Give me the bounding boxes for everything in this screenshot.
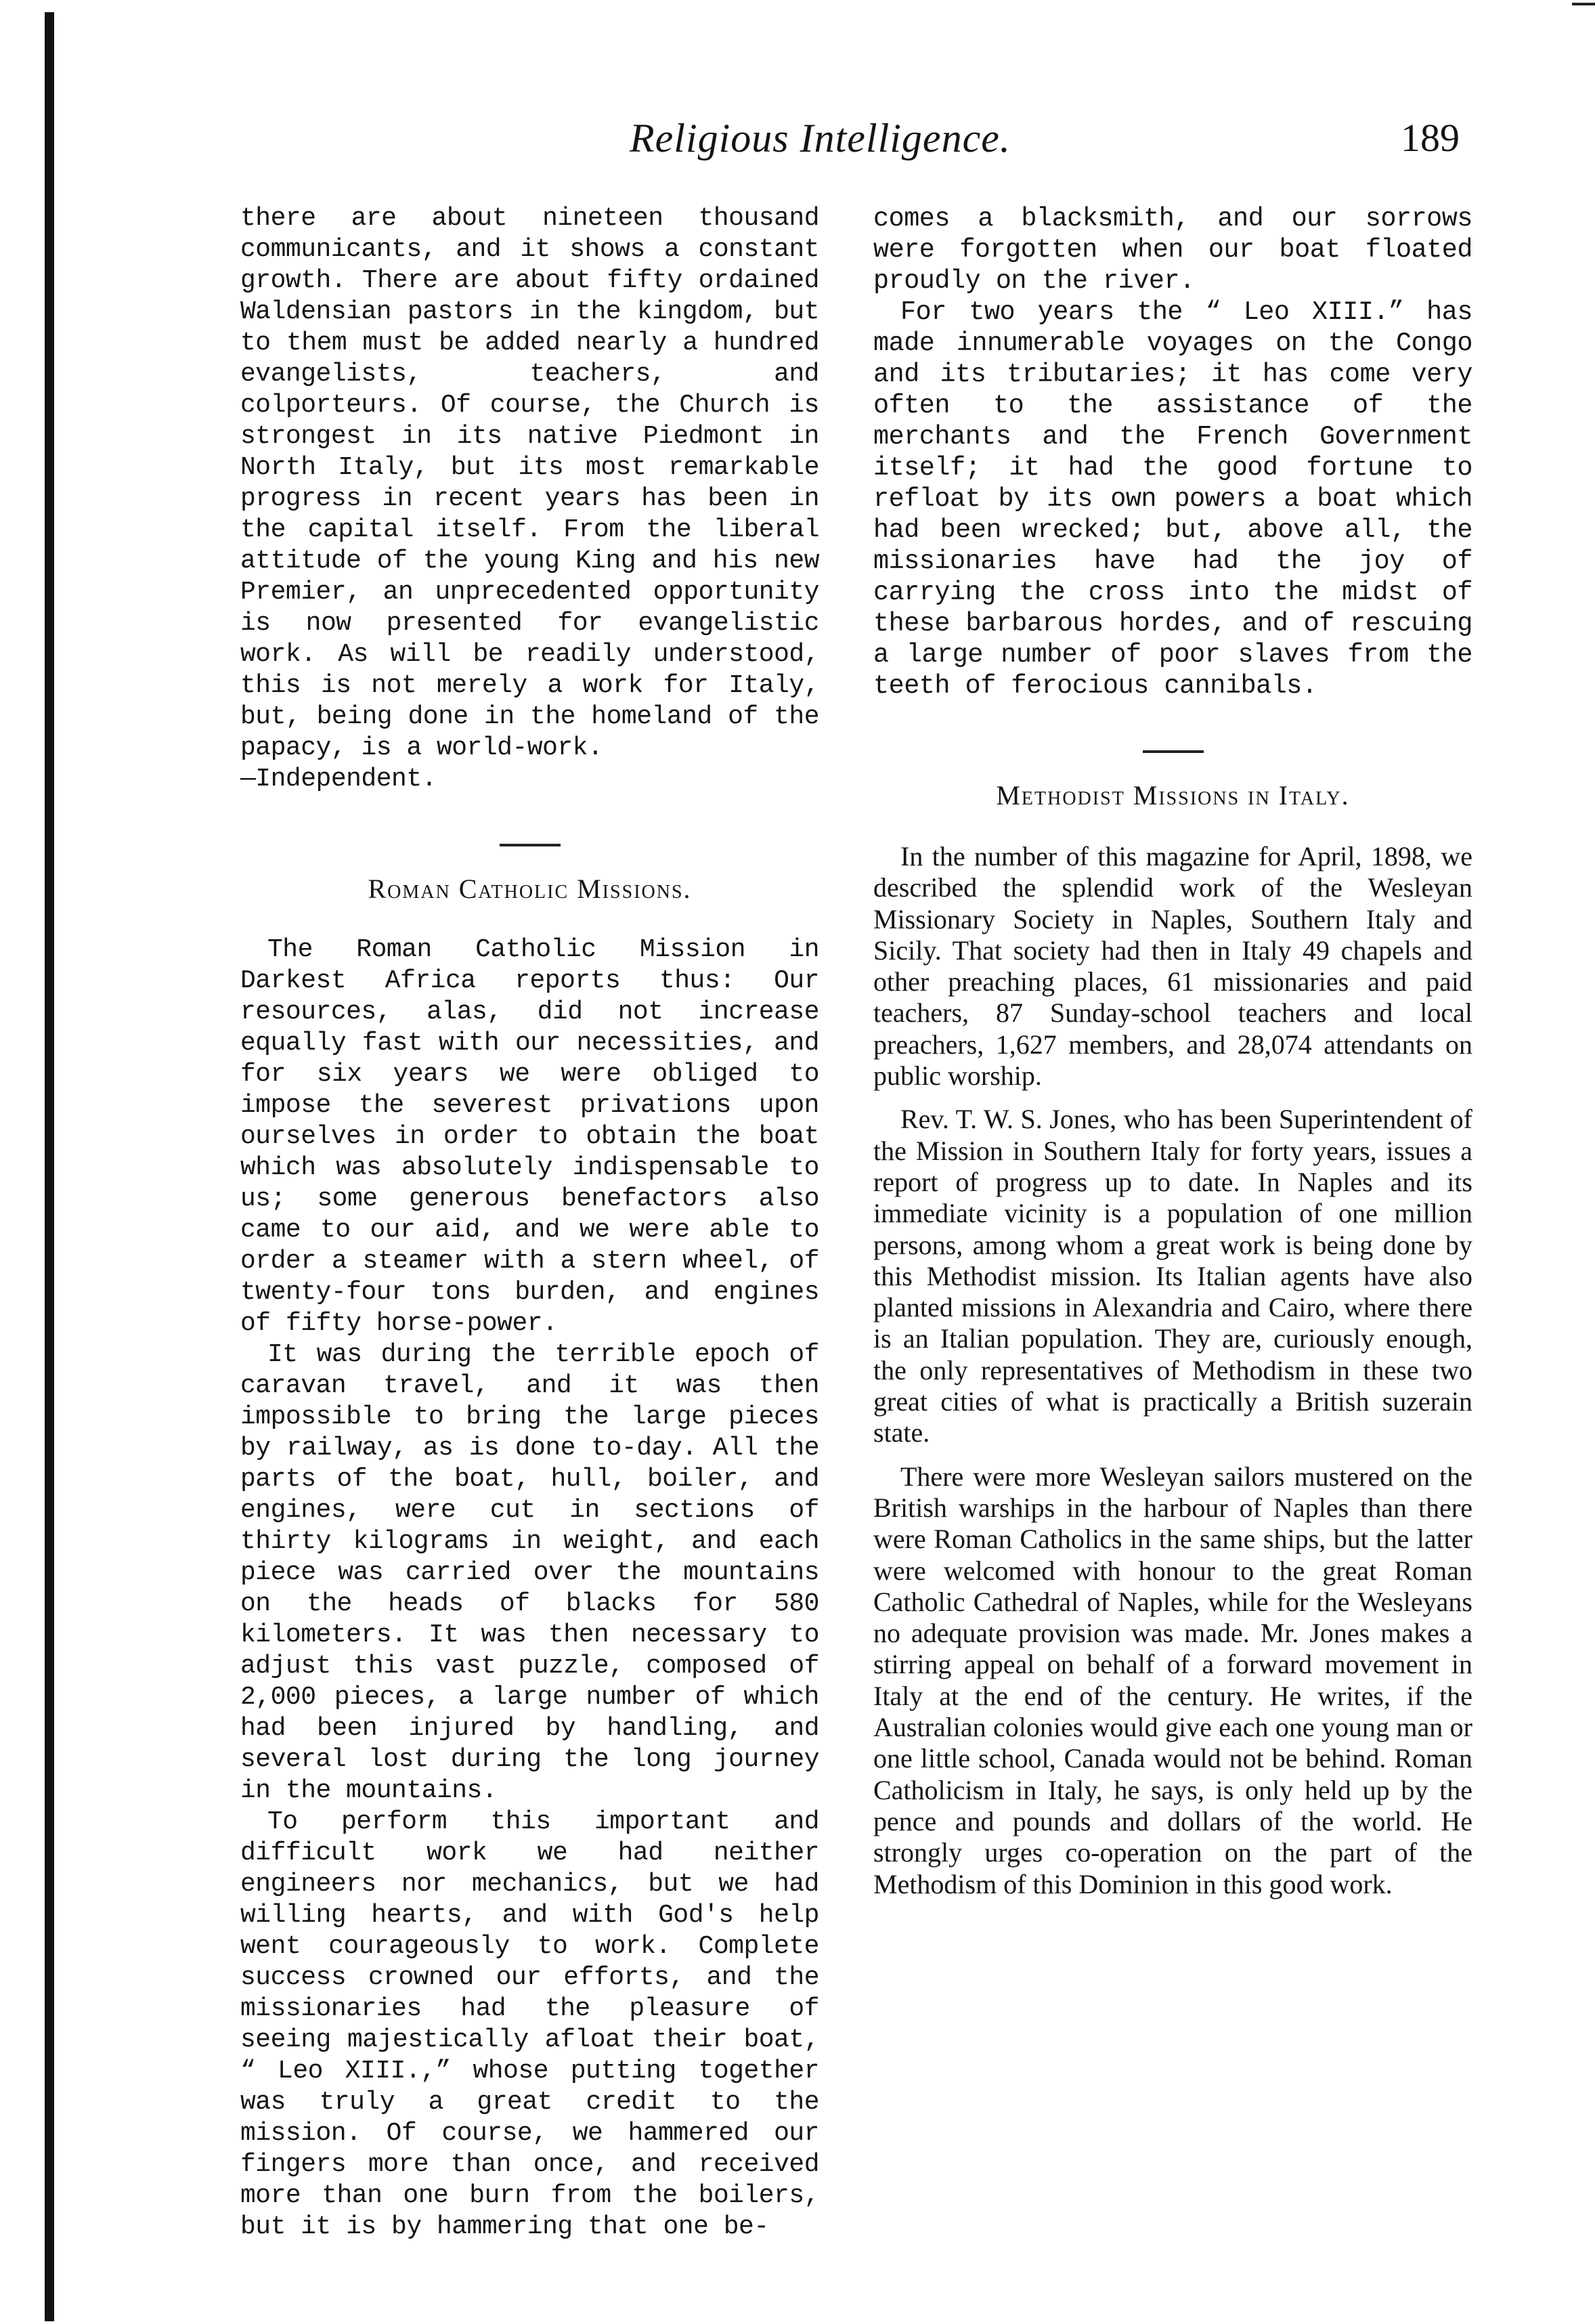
section-title-roman-catholic-missions: Roman Catholic Missions. — [368, 874, 692, 904]
corner-mark — [1572, 3, 1595, 5]
continued-paragraph: comes a blacksmith, and our sorrows were forgotten when our boat floated proudly on the river. — [873, 204, 1472, 296]
running-head: Religious Intelligence. — [630, 116, 1011, 160]
attribution: —Independent. — [240, 765, 437, 794]
paragraph: Rev. T. W. S. Jones, who has been Superintendent of the Mission in Southern Italy for forty years, issues a report of progress up to date. In Naples and its immediate vicinity is a population of one million persons, among whom a great work is being done by this Methodist mission. Its Italian agents have also planted missions in Alexandria and Cairo, where there is an Italian population. They are, curiously enough, the only representatives of Methodism in these two great cities of what is practically a British suzerain state. — [873, 1104, 1472, 1448]
continued-paragraph: there are about nineteen thousand communicants, and it shows a constant growth. There are about fifty ordained Waldensian pastors in the kingdom, but to them must be added nearly a hundred evangelists, teachers, and colporteurs. Of course, the Church is strongest in its native Piedmont in North Italy, but its most remarkable progress in recent years has been in the capital itself. From the liberal attitude of the young King and his new Premier, an unprecedented opportunity is now presented for evangelistic work. As will be readily understood, this is not merely a work for Italy, but, being done in the homeland of the papacy, is a world-work. — [240, 204, 819, 762]
section-divider — [500, 844, 561, 846]
paragraph: In the number of this magazine for April, 1898, we described the splendid work of the Wesleyan Missionary Society in Naples, Southern Italy and Sicily. That society had then in Italy 49 chapels and other preaching places, 61 missionaries and paid teachers, 87 Sunday-school teachers and local preachers, 1,627 members, and 28,074 attendants on public worship. — [873, 841, 1472, 1092]
left-column — [240, 203, 819, 2243]
section-title-methodist-missions: Methodist Missions in Italy. — [996, 780, 1350, 811]
paragraph: It was during the terrible epoch of caravan travel, and it was then impossible to bring the large pieces by railway, as is done to-day. All the parts of the boat, hull, boiler, and engines, were cut in sections of thirty kilograms in weight, and each piece was carried over the mountains on the heads of blacks for 580 kilometers. It was then necessary to adjust this vast puzzle, composed of 2,000 pieces, a large number of which had been injured by handling, and several lost during the long journey in the mountains. — [240, 1340, 819, 1805]
binding-edge — [45, 12, 54, 2321]
section-divider — [1143, 750, 1204, 753]
paragraph: For two years the “ Leo XIII.” has made innumerable voyages on the Congo and its tributaries; it has come very often to the assistance of the merchants and the French Government itself; it had the good fortune to refloat by its own powers a boat which had been wrecked; but, above all, the missionaries have had the joy of carrying the cross into the midst of these barbarous hordes, and of rescuing a large number of poor slaves from the teeth of ferocious cannibals. — [873, 297, 1472, 701]
paragraph: To perform this important and difficult work we had neither engineers nor mechanics, but we had willing hearts, and with God's help went courageously to work. Complete success crowned our efforts, and the missionaries had the pleasure of seeing majestically afloat their boat, “ Leo XIII.,” whose putting together was truly a great credit to the mission. Of course, we hammered our fingers more than once, and received more than one burn from the boilers, but it is by hammering that one be- — [240, 1807, 819, 2241]
paragraph: There were more Wesleyan sailors mustered on the British warships in the harbour of Naples than there were Roman Catholics in the same ships, but the latter were welcomed with honour to the great Roman Catholic Cathedral of Naples, while for the Wesleyans no adequate provision was made. Mr. Jones makes a stirring appeal on behalf of a forward movement in Italy at the end of the century. He writes, if the Australian colonies would give each one young man or one little school, Canada would not be behind. Roman Catholicism in Italy, he says, is only held up by the pence and pounds and dollars of the world. He strongly urges co-operation on the part of the Methodism of this Dominion in this good work. — [873, 1461, 1472, 1899]
paragraph: The Roman Catholic Mission in Darkest Africa reports thus: Our resources, alas, did not increase equally fast with our necessities, and for six years we were obliged to impose the severest privations upon ourselves in order to obtain the boat which was absolutely indispensable to us; some generous benefactors also came to our aid, and we were able to order a steamer with a stern wheel, of twenty-four tons burden, and engines of fifty horse-power. — [240, 935, 819, 1338]
page-number: 189 — [1401, 116, 1460, 160]
right-column — [873, 203, 1472, 1900]
